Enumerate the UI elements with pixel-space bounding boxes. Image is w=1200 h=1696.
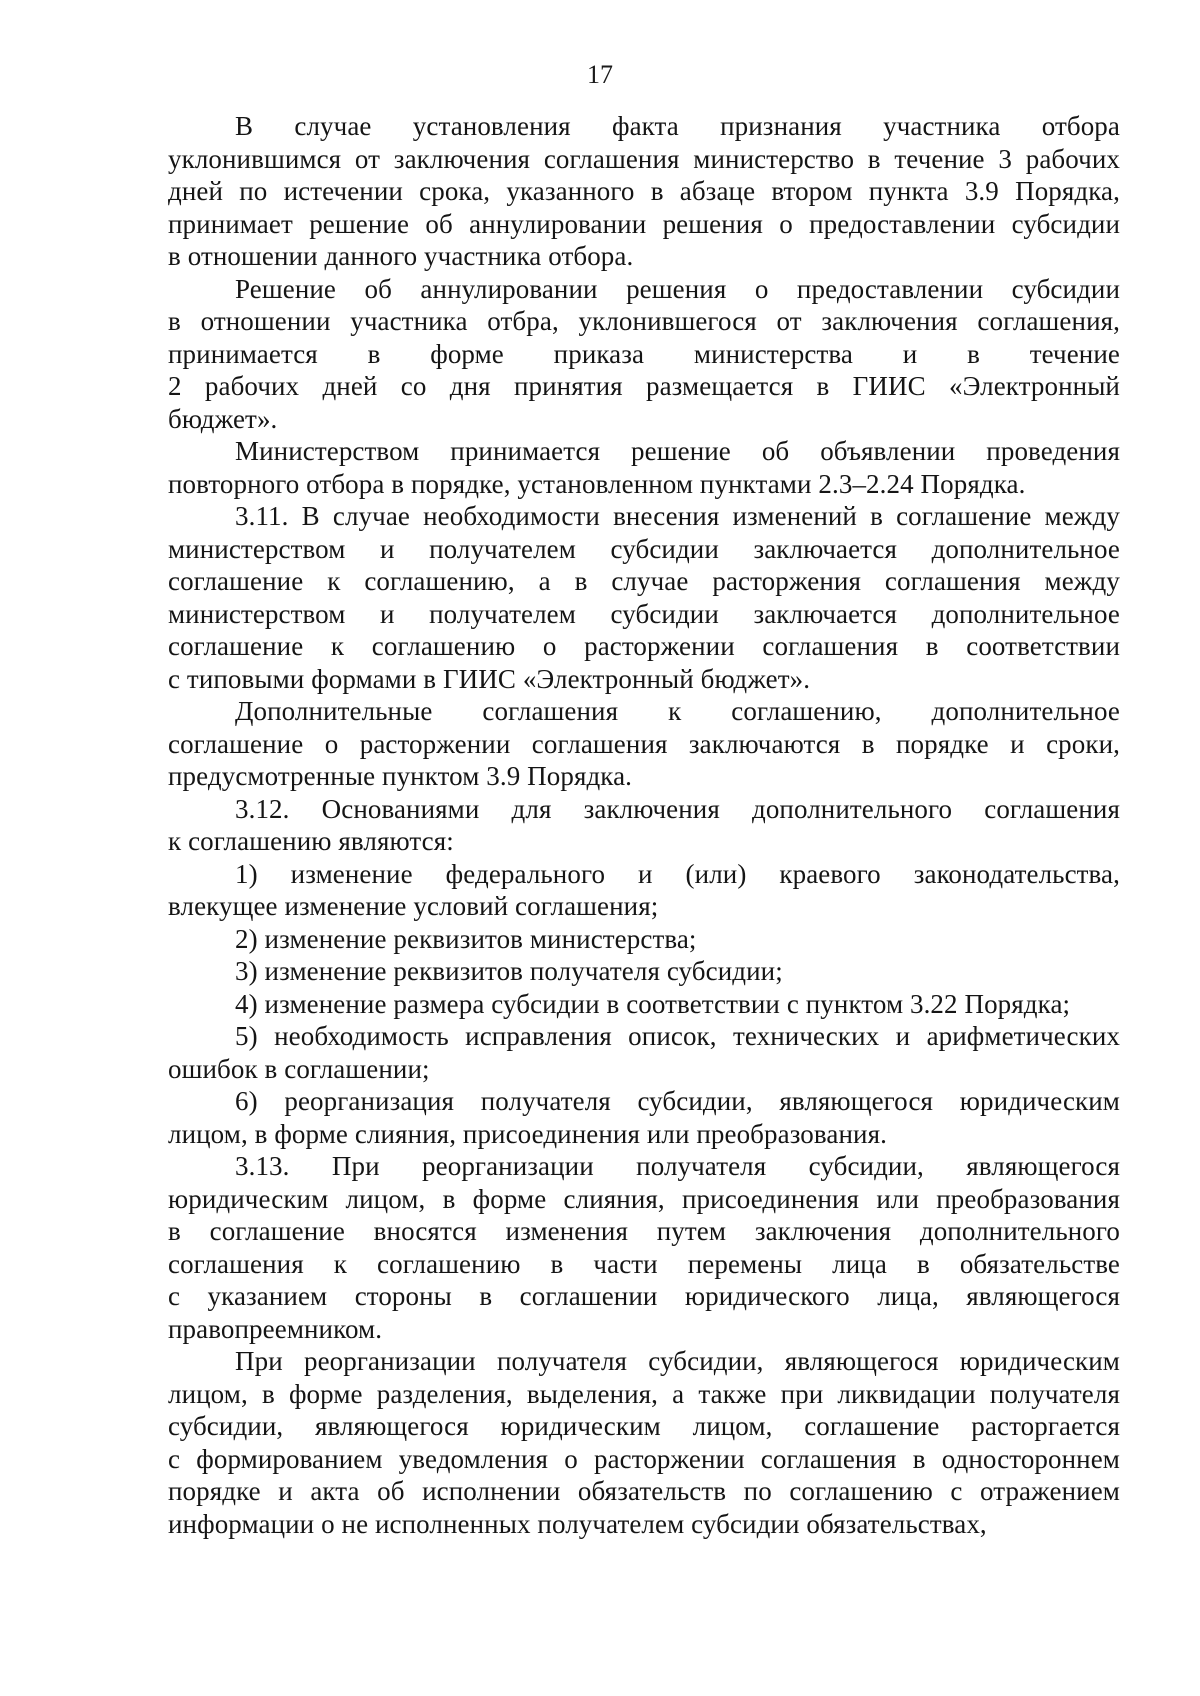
text-line: с формированием уведомления о расторжении соглашения в одностороннем <box>168 1443 1120 1474</box>
paragraph <box>168 435 1120 500</box>
text-line: лицом, в форме разделения, выделения, а также при ликвидации получателя <box>168 1378 1120 1409</box>
paragraph <box>168 695 1120 793</box>
text-line: повторного отбора в порядке, установленном пунктами 2.3–2.24 Порядка. <box>168 468 1026 499</box>
paragraph <box>168 273 1120 436</box>
text-line: порядке и акта об исполнении обязательств по соглашению с отражением <box>168 1476 1120 1506</box>
text-line: министерством и получателем субсидии заключается дополнительное <box>168 533 1120 564</box>
text-line: Дополнительные соглашения к соглашению, дополнительное <box>235 696 1120 726</box>
text-line: соглашение к соглашению, а в случае расторжения соглашения между <box>168 566 1120 596</box>
text-line: 5) необходимость исправления описок, технических и арифметических <box>235 1021 1120 1051</box>
text-line: предусмотренные пунктом 3.9 Порядка. <box>168 761 633 791</box>
text-line: принимается в форме приказа министерства и в течение <box>168 338 1120 369</box>
text-line: ошибок в соглашении; <box>168 1053 430 1084</box>
text-line: информации о не исполненных получателем субсидии обязательствах, <box>168 1508 987 1539</box>
paragraph <box>168 1150 1120 1345</box>
text-line: лицом, в форме слияния, присоединения или преобразования. <box>168 1118 887 1149</box>
text-line: соглашения к соглашению в части перемены лица в обязательстве <box>168 1248 1120 1279</box>
text-line: с указанием стороны в соглашении юридического лица, являющегося <box>168 1281 1120 1311</box>
text-line: 2) изменение реквизитов министерства; <box>235 923 697 954</box>
text-line: бюджет». <box>168 403 278 434</box>
text-line: 6) реорганизация получателя субсидии, являющегося юридическим <box>235 1086 1120 1116</box>
text-line: правопреемником. <box>168 1313 383 1344</box>
text-line: дней по истечении срока, указанного в абзаце втором пункта 3.9 Порядка, <box>168 176 1120 206</box>
text-line: При реорганизации получателя субсидии, являющегося юридическим <box>235 1346 1120 1376</box>
paragraph <box>168 793 1120 858</box>
paragraph <box>168 988 1120 1021</box>
text-line: в соглашение вносятся изменения путем заключения дополнительного <box>168 1216 1120 1246</box>
text-line: министерством и получателем субсидии заключается дополнительное <box>168 598 1120 629</box>
paragraph <box>168 500 1120 695</box>
text-line: 3) изменение реквизитов получателя субсидии; <box>235 956 783 986</box>
text-line: соглашение к соглашению о расторжении соглашения в соответствии <box>168 631 1120 661</box>
paragraph <box>168 1345 1120 1540</box>
text-line: принимает решение об аннулировании решения о предоставлении субсидии <box>168 208 1120 239</box>
text-line: с типовыми формами в ГИИС «Электронный бюджет». <box>168 663 811 694</box>
paragraph <box>168 1020 1120 1085</box>
paragraph <box>168 110 1120 273</box>
text-line: влекущее изменение условий соглашения; <box>168 891 659 921</box>
document-body <box>168 110 1120 1540</box>
text-line: Решение об аннулировании решения о предоставлении субсидии <box>235 273 1120 304</box>
text-line: 1) изменение федерального и (или) краевого законодательства, <box>235 858 1120 889</box>
text-line: к соглашению являются: <box>168 826 454 856</box>
text-line: субсидии, являющегося юридическим лицом, соглашение расторгается <box>168 1411 1120 1441</box>
text-line: в отношении данного участника отбора. <box>168 241 634 271</box>
text-line: в отношении участника отбра, уклонившегося от заключения соглашения, <box>168 306 1120 336</box>
paragraph <box>168 923 1120 956</box>
text-line: 3.11. В случае необходимости внесения изменений в соглашение между <box>235 501 1120 531</box>
text-line: соглашение о расторжении соглашения заключаются в порядке и сроки, <box>168 728 1120 759</box>
paragraph <box>168 955 1120 988</box>
text-line: 3.13. При реорганизации получателя субсидии, являющегося <box>235 1151 1120 1181</box>
text-line: В случае установления факта признания участника отбора <box>235 111 1120 141</box>
text-line: юридическим лицом, в форме слияния, присоединения или преобразования <box>168 1183 1120 1214</box>
paragraph <box>168 858 1120 923</box>
page-number: 17 <box>587 60 613 89</box>
text-line: 4) изменение размера субсидии в соответствии с пунктом 3.22 Порядка; <box>235 988 1071 1019</box>
paragraph <box>168 1085 1120 1150</box>
text-line: 3.12. Основаниями для заключения дополнительного соглашения <box>235 793 1120 824</box>
text-line: Министерством принимается решение об объявлении проведения <box>235 436 1120 466</box>
text-line: уклонившимся от заключения соглашения министерство в течение 3 рабочих <box>168 143 1120 174</box>
text-line: 2 рабочих дней со дня принятия размещается в ГИИС «Электронный <box>168 371 1120 401</box>
